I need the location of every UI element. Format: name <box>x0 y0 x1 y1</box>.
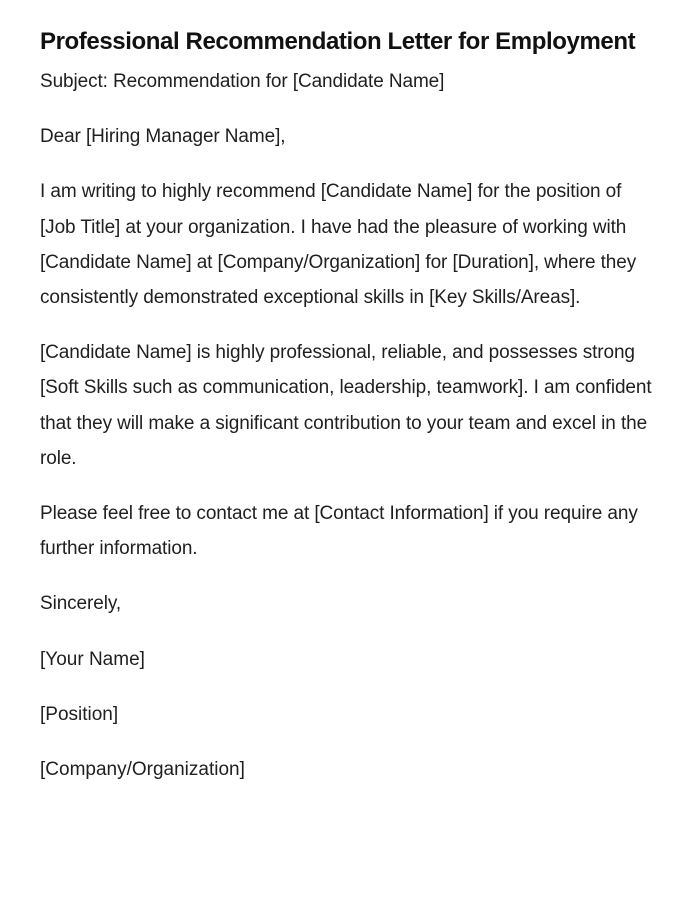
document-title: Professional Recommendation Letter for Employment <box>40 28 636 55</box>
signature-position: [Position] <box>40 703 119 725</box>
body-paragraph-1: I am writing to highly recommend [Candidate Name] for the position of [Job Title] at your organization. I have had the pleasure of working with [Candidate Name] at [Company/Organization] for [Duration], where they consistently demonstrated exceptional skills in [Key Skills/Areas]. <box>40 181 637 309</box>
signature-name: [Your Name] <box>40 648 145 670</box>
signature-organization: [Company/Organization] <box>40 759 245 781</box>
subject-line: Subject: Recommendation for [Candidate Name] <box>40 71 445 92</box>
body-paragraph-2: [Candidate Name] is highly professional, reliable, and possesses strong [Soft Skills such as communication, leadership, teamwork]. I am confident that they will make a significant contribution to your team and excel in the role. <box>40 342 652 469</box>
closing: Sincerely, <box>40 593 122 615</box>
body-paragraph-3: Please feel free to contact me at [Contact Information] if you require any further information. <box>40 503 638 560</box>
salutation: Dear [Hiring Manager Name], <box>40 126 286 148</box>
